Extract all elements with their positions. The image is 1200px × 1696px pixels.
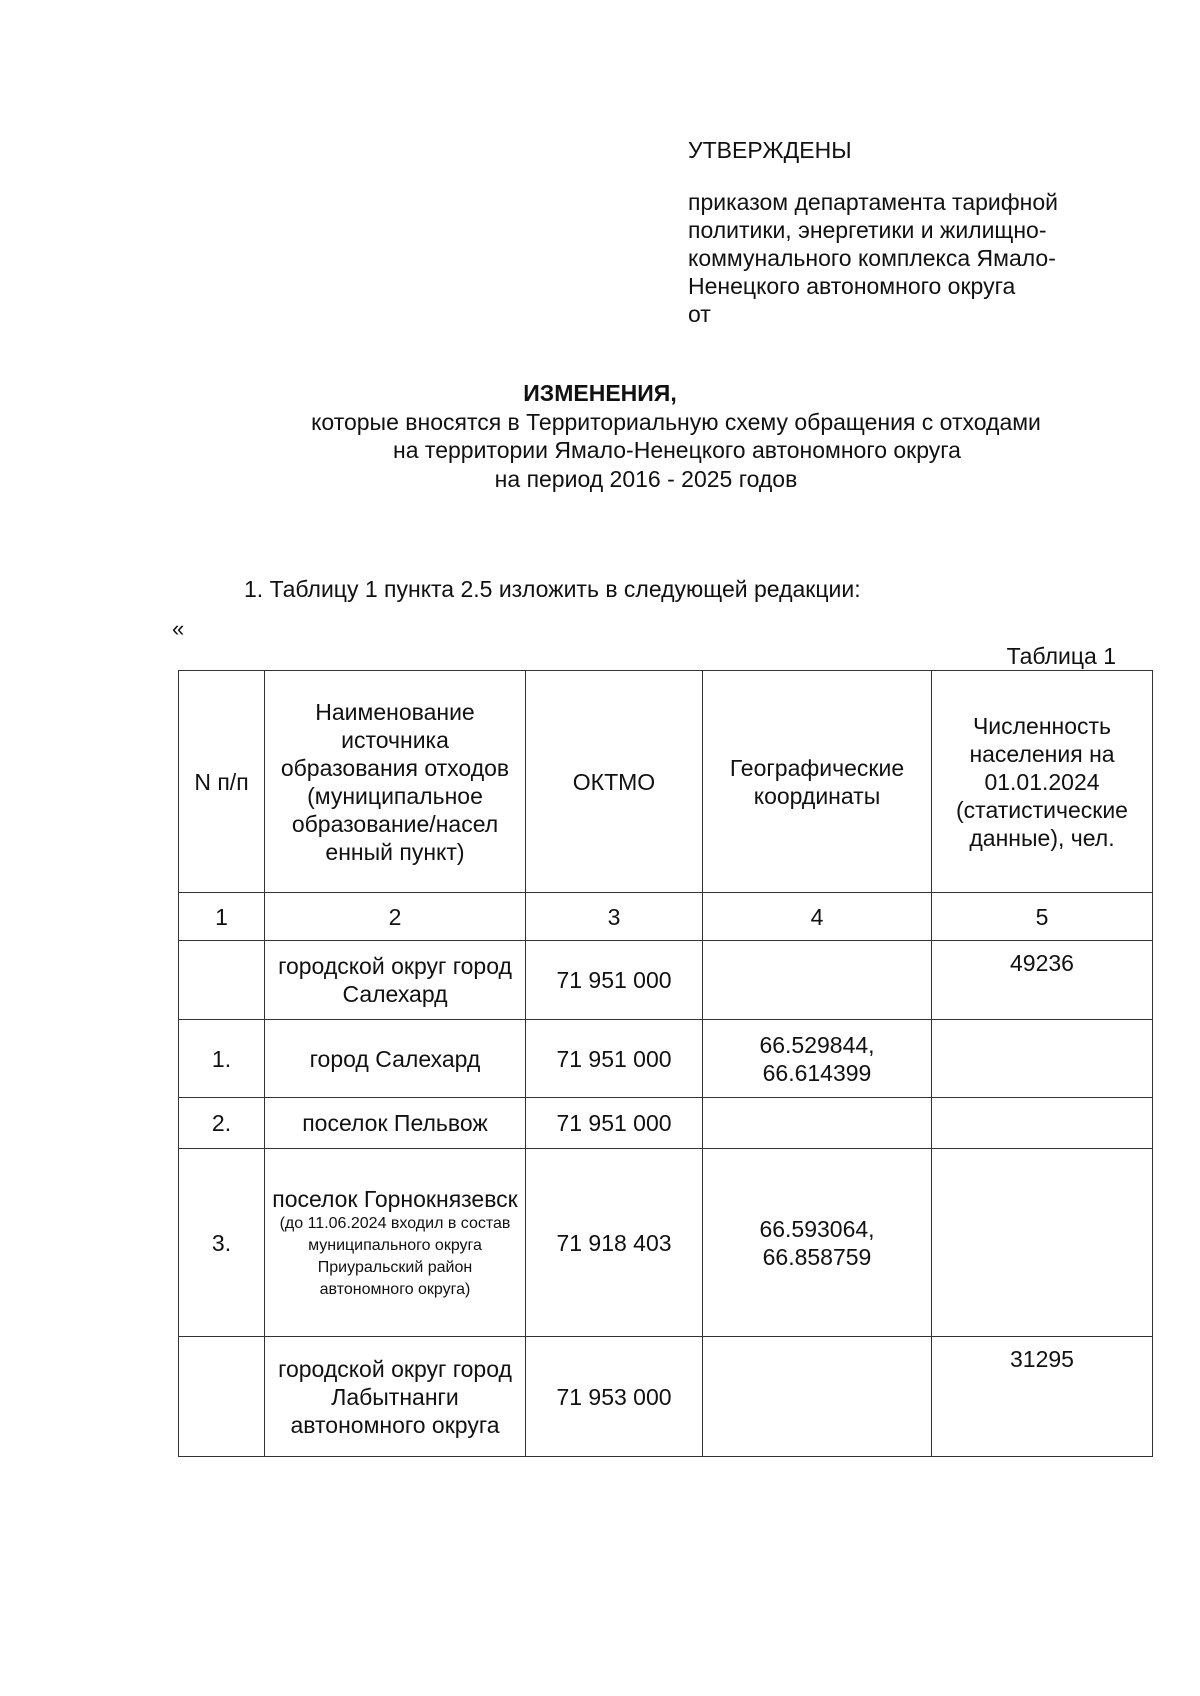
row-source-name: городской округ город Лабытнанги автономного округа [265, 1337, 526, 1457]
approved-label: УТВЕРЖДЕНЫ [688, 137, 852, 163]
document-title: ИЗМЕНЕНИЯ, [523, 380, 677, 406]
row-population [932, 1098, 1153, 1149]
table-row [179, 1098, 1153, 1149]
document-subtitle-line: на территории Ямало-Ненецкого автономного округа [393, 437, 961, 463]
header-number: N п/п [179, 671, 265, 893]
approval-order-date-line: от [688, 301, 711, 327]
table-header-row [179, 671, 1153, 893]
row-number: 3. [179, 1149, 265, 1337]
row-number [179, 941, 265, 1020]
row-population: 49236 [932, 941, 1153, 1020]
header-source-name: Наименование источника образования отходов (муниципальное образование/насел енный пункт) [265, 671, 526, 893]
header-coordinates: Географические координаты [703, 671, 932, 893]
approval-order-line: приказом департамента тарифной [688, 189, 1059, 215]
row-source-name: поселок Горнокнязевск [272, 1185, 518, 1212]
row-oktmo: 71 951 000 [526, 941, 703, 1020]
table-row [179, 1020, 1153, 1098]
row-oktmo: 71 951 000 [526, 1098, 703, 1149]
column-number: 5 [932, 893, 1153, 941]
table-caption: Таблица 1 [1006, 643, 1116, 669]
row-population: 31295 [932, 1337, 1153, 1457]
row-number [179, 1337, 265, 1457]
row-coordinates: 66.593064, 66.858759 [703, 1149, 932, 1337]
row-source-name-cell [265, 1149, 526, 1337]
approval-order-line: Ненецкого автономного округа [688, 273, 1016, 299]
table-row [179, 1337, 1153, 1457]
waste-sources-table [178, 670, 1153, 1457]
opening-quote-mark: « [172, 616, 185, 641]
table-row [179, 941, 1153, 1020]
row-source-name-note: (до 11.06.2024 входил в состав муниципального округа Приуральский район автономного округа) [279, 1214, 511, 1298]
row-number: 2. [179, 1098, 265, 1149]
approval-order-line: коммунального комплекса Ямало- [688, 245, 1056, 271]
column-number: 2 [265, 893, 526, 941]
column-number: 4 [703, 893, 932, 941]
row-number: 1. [179, 1020, 265, 1098]
row-coordinates [703, 1098, 932, 1149]
header-oktmo: ОКТМО [526, 671, 703, 893]
row-coordinates [703, 1337, 932, 1457]
row-oktmo: 71 918 403 [526, 1149, 703, 1337]
row-coordinates [703, 941, 932, 1020]
row-oktmo: 71 953 000 [526, 1337, 703, 1457]
row-population [932, 1149, 1153, 1337]
document-subtitle-line: которые вносятся в Территориальную схему обращения с отходами [311, 409, 1041, 435]
approval-block [688, 136, 1158, 328]
table-row [179, 1149, 1153, 1337]
row-coordinates: 66.529844, 66.614399 [703, 1020, 932, 1098]
row-source-name: город Салехард [265, 1020, 526, 1098]
row-source-name: поселок Пельвож [265, 1098, 526, 1149]
header-population: Численность населения на 01.01.2024 (статистические данные), чел. [932, 671, 1153, 893]
row-source-name: городской округ город Салехард [265, 941, 526, 1020]
column-number: 3 [526, 893, 703, 941]
column-number-row [179, 893, 1153, 941]
column-number: 1 [179, 893, 265, 941]
row-oktmo: 71 951 000 [526, 1020, 703, 1098]
row-population [932, 1020, 1153, 1098]
approval-order-line: политики, энергетики и жилищно- [688, 217, 1047, 243]
instruction-text: 1. Таблицу 1 пункта 2.5 изложить в следующей редакции: [244, 576, 861, 602]
document-subtitle-line: на период 2016 - 2025 годов [494, 466, 798, 492]
